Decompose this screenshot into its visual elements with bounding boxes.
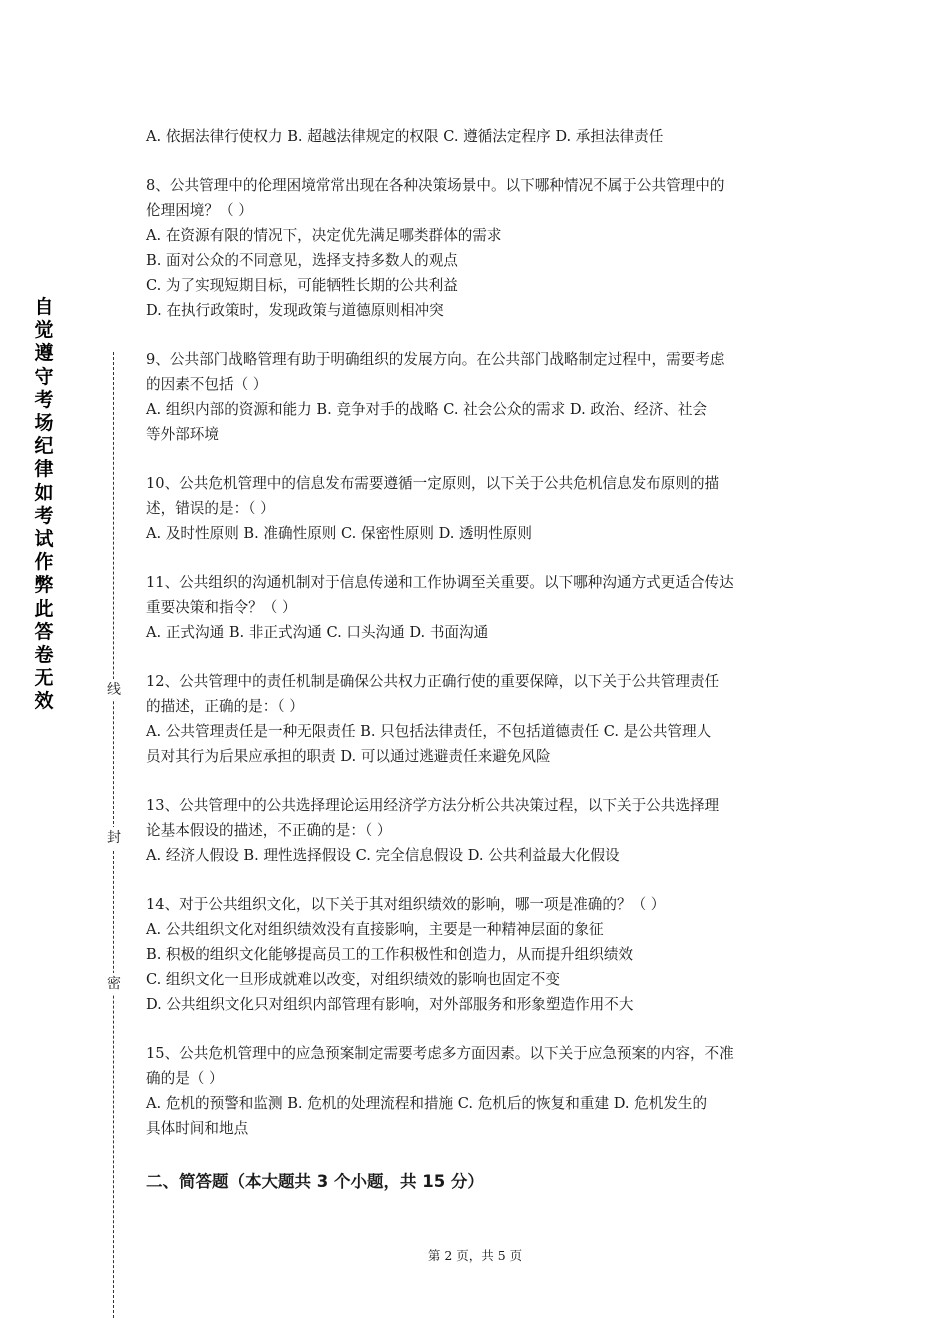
question-stem: 10、公共危机管理中的信息发布需要遵循一定原则，以下关于公共危机信息发布原则的描 [146, 475, 720, 492]
question-stem: 9、公共部门战略管理有助于明确组织的发展方向。在公共部门战略制定过程中，需要考虑 [146, 351, 725, 368]
question-13 [146, 793, 810, 868]
option-c: C. 组织文化一旦形成就难以改变，对组织绩效的影响也固定不变 [146, 971, 560, 988]
question-stem: 述，错误的是：（ ） [146, 500, 275, 517]
exam-discipline-warning: 自觉遵守考场纪律如考试作弊此答卷无效 [34, 296, 54, 713]
question-options: A. 经济人假设 B. 理性选择假设 C. 完全信息假设 D. 公共利益最大化假设 [146, 847, 620, 864]
option-a: A. 在资源有限的情况下，决定优先满足哪类群体的需求 [146, 227, 502, 244]
question-8 [146, 173, 810, 323]
question-stem: 伦理困境？（ ） [146, 202, 253, 219]
option-c: C. 为了实现短期目标，可能牺牲长期的公共利益 [146, 277, 458, 294]
question-stem: 论基本假设的描述，不正确的是：（ ） [146, 822, 392, 839]
section-heading: 二、简答题（本大题共 3 个小题，共 15 分） [146, 1172, 484, 1191]
binding-label-seal: 封 [104, 827, 124, 849]
question-12 [146, 669, 810, 769]
question-7-tail [146, 124, 810, 149]
question-options: A. 正式沟通 B. 非正式沟通 C. 口头沟通 D. 书面沟通 [146, 624, 489, 641]
binding-label-line: 线 [104, 679, 124, 701]
question-stem: 15、公共危机管理中的应急预案制定需要考虑多方面因素。以下关于应急预案的内容，不准 [146, 1045, 734, 1062]
binding-label-secret: 密 [104, 973, 124, 995]
question-options: A. 及时性原则 B. 准确性原则 C. 保密性原则 D. 透明性原则 [146, 525, 532, 542]
question-stem: 确的是（ ） [146, 1070, 224, 1087]
question-stem: 14、对于公共组织文化，以下关于其对组织绩效的影响，哪一项是准确的？（ ） [146, 896, 666, 913]
option-d: D. 公共组织文化只对组织内部管理有影响，对外部服务和形象塑造作用不大 [146, 996, 634, 1013]
question-options: A. 组织内部的资源和能力 B. 竞争对手的战略 C. 社会公众的需求 D. 政治、经济、社会 [146, 401, 708, 418]
question-stem: 12、公共管理中的责任机制是确保公共权力正确行使的重要保障，以下关于公共管理责任 [146, 673, 720, 690]
page-number: 第 2 页，共 5 页 [427, 1248, 523, 1263]
question-options: A. 公共管理责任是一种无限责任 B. 只包括法律责任，不包括道德责任 C. 是公共管理人 [146, 723, 712, 740]
question-10 [146, 471, 810, 546]
question-15 [146, 1041, 810, 1141]
question-stem: 8、公共管理中的伦理困境常常出现在各种决策场景中。以下哪种情况不属于公共管理中的 [146, 177, 725, 194]
question-options: A. 危机的预警和监测 B. 危机的处理流程和措施 C. 危机后的恢复和重建 D. 危机发生的 [146, 1095, 708, 1112]
question-stem: 13、公共管理中的公共选择理论运用经济学方法分析公共决策过程，以下关于公共选择理 [146, 797, 720, 814]
question-stem: 11、公共组织的沟通机制对于信息传递和工作协调至关重要。以下哪种沟通方式更适合传达 [146, 574, 734, 591]
option-b: B. 面对公众的不同意见，选择支持多数人的观点 [146, 252, 458, 269]
question-stem: 重要决策和指令？（ ） [146, 599, 297, 616]
question-stem: 的因素不包括（ ） [146, 376, 268, 393]
question-stem: 的描述，正确的是：（ ） [146, 698, 304, 715]
question-options: 具体时间和地点 [146, 1120, 249, 1137]
question-11 [146, 570, 810, 645]
question-options: A. 依据法律行使权力 B. 超越法律规定的权限 C. 遵循法定程序 D. 承担法律责任 [146, 128, 664, 145]
question-list [146, 124, 810, 1141]
option-a: A. 公共组织文化对组织绩效没有直接影响，主要是一种精神层面的象征 [146, 921, 604, 938]
question-options: 员对其行为后果应承担的职责 D. 可以通过逃避责任来避免风险 [146, 748, 551, 765]
option-b: B. 积极的组织文化能够提高员工的工作积极性和创造力，从而提升组织绩效 [146, 946, 634, 963]
question-options: 等外部环境 [146, 426, 219, 443]
question-9 [146, 347, 810, 447]
option-d: D. 在执行政策时，发现政策与道德原则相冲突 [146, 302, 444, 319]
question-14 [146, 892, 810, 1017]
